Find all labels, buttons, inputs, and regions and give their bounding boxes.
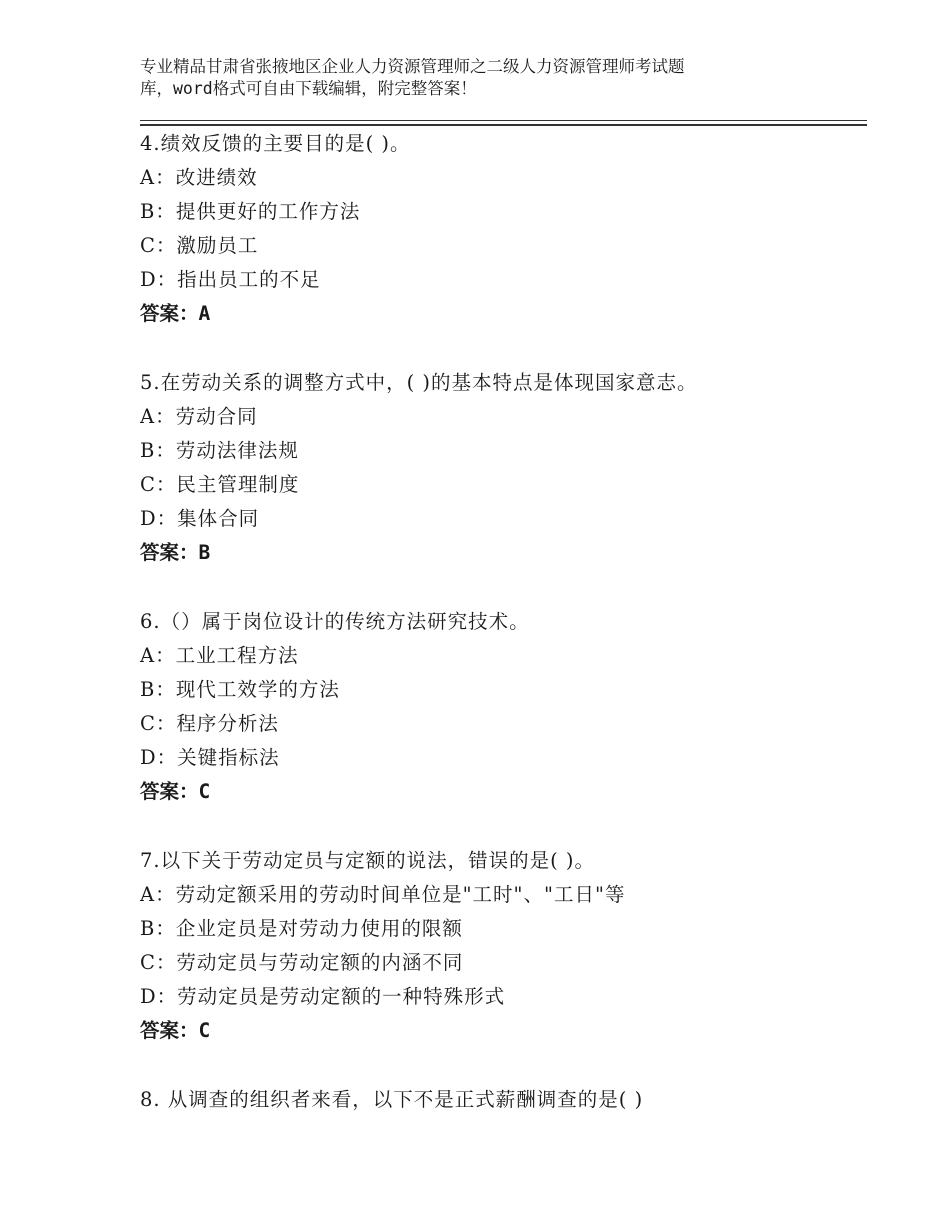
question-4-option-c: C：激励员工 [140,234,259,257]
question-5-option-b: B：劳动法律法规 [140,439,299,462]
question-7-text: 7.以下关于劳动定员与定额的说法，错误的是( )。 [140,849,596,872]
header-line-2: 库，word格式可自由下载编辑，附完整答案！ [140,79,477,98]
question-5-option-d: D：集体合同 [140,507,260,530]
header-divider-thin [140,120,867,121]
question-6-option-a: A：工业工程方法 [140,644,299,667]
question-8-text: 8. 从调查的组织者来看，以下不是正式薪酬调查的是( ) [140,1088,644,1111]
question-7-option-b: B：企业定员是对劳动力使用的限额 [140,917,463,940]
question-4-option-b: B：提供更好的工作方法 [140,200,361,223]
header-line-1: 专业精品甘肃省张掖地区企业人力资源管理师之二级人力资源管理师考试题 [140,57,685,76]
question-5-option-a: A：劳动合同 [140,405,258,428]
question-5-answer: 答案：B [140,541,211,564]
question-5-option-c: C：民主管理制度 [140,473,300,496]
header-divider-thick [140,124,867,126]
question-7-option-c: C：劳动定员与劳动定额的内涵不同 [140,951,464,974]
question-6-option-b: B：现代工效学的方法 [140,678,340,701]
question-7-option-d: D：劳动定员是劳动定额的一种特殊形式 [140,985,506,1008]
question-4-option-a: A：改进绩效 [140,166,258,189]
document-header [140,56,840,100]
question-4-answer: 答案：A [140,302,211,325]
question-7-answer: 答案：C [140,1019,211,1042]
question-6-answer: 答案：C [140,780,211,803]
question-5-text: 5.在劳动关系的调整方式中，( )的基本特点是体现国家意志。 [140,371,698,394]
question-6-option-d: D：关键指标法 [140,746,280,769]
question-6-text: 6.（）属于岗位设计的传统方法研究技术。 [140,610,530,633]
question-7-option-a: A：劳动定额采用的劳动时间单位是"工时"、"工日"等 [140,883,626,906]
question-4-text: 4.绩效反馈的主要目的是( )。 [140,132,411,155]
question-4-option-d: D：指出员工的不足 [140,268,321,291]
question-6-option-c: C：程序分析法 [140,712,279,735]
